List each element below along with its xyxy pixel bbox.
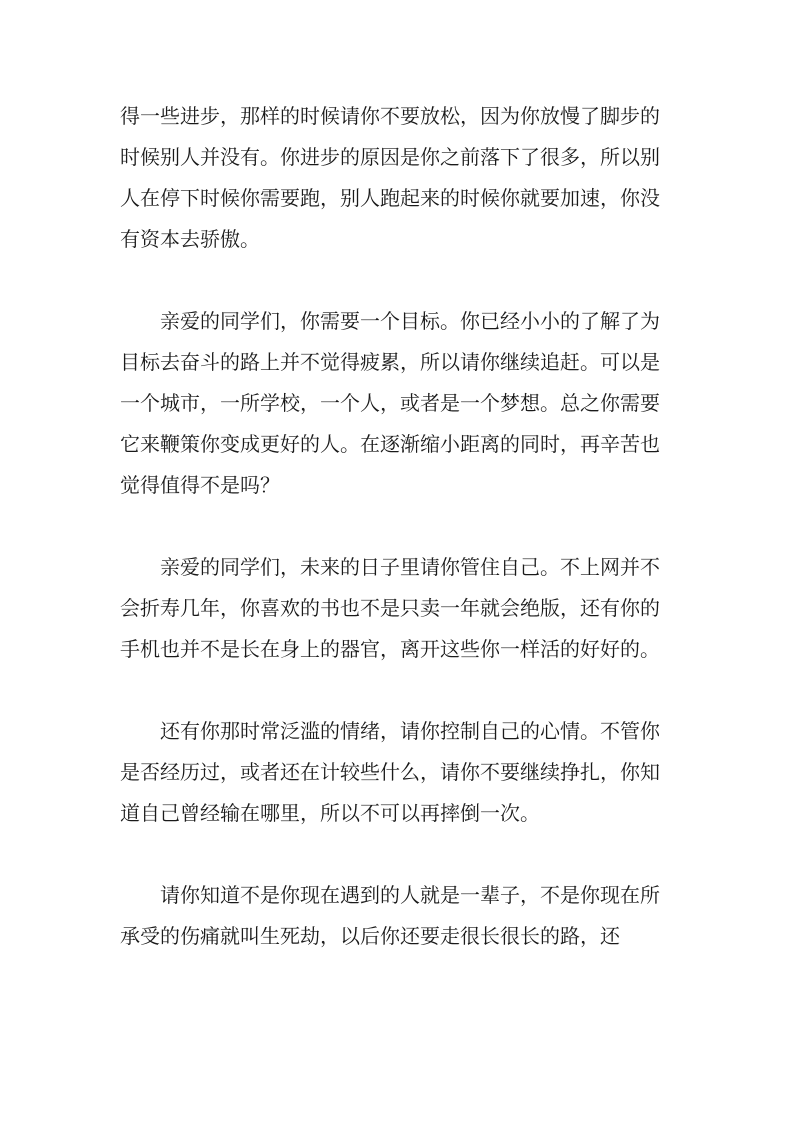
paragraph-2: 亲爱的同学们，你需要一个目标。你已经小小的了解了为目标去奋斗的路上并不觉得疲累，所以请你继续追赶。可以是一个城市，一所学校，一个人，或者是一个梦想。总之你需要它来鞭策你变成更好的人。在逐渐缩小距离的同时，再辛苦也觉得值得不是吗？ bbox=[120, 309, 660, 497]
paragraph-5: 请你知道不是你现在遇到的人就是一辈子，不是你现在所承受的伤痛就叫生死劫，以后你还要走很长很长的路，还 bbox=[120, 883, 660, 948]
paragraph-3: 亲爱的同学们，未来的日子里请你管住自己。不上网并不会折寿几年，你喜欢的书也不是只卖一年就会绝版，还有你的手机也并不是长在身上的器官，离开这些你一样活的好好的。 bbox=[120, 555, 660, 661]
paragraph-4: 还有你那时常泛滥的情绪，请你控制自己的心情。不管你是否经历过，或者还在计较些什么，请你不要继续挣扎，你知道自己曾经输在哪里，所以不可以再摔倒一次。 bbox=[120, 719, 660, 825]
document-body bbox=[120, 96, 660, 957]
paragraph-1: 得一些进步，那样的时候请你不要放松，因为你放慢了脚步的时候别人并没有。你进步的原因是你之前落下了很多，所以别人在停下时候你需要跑，别人跑起来的时候你就要加速，你没有资本去骄傲。 bbox=[120, 104, 660, 251]
